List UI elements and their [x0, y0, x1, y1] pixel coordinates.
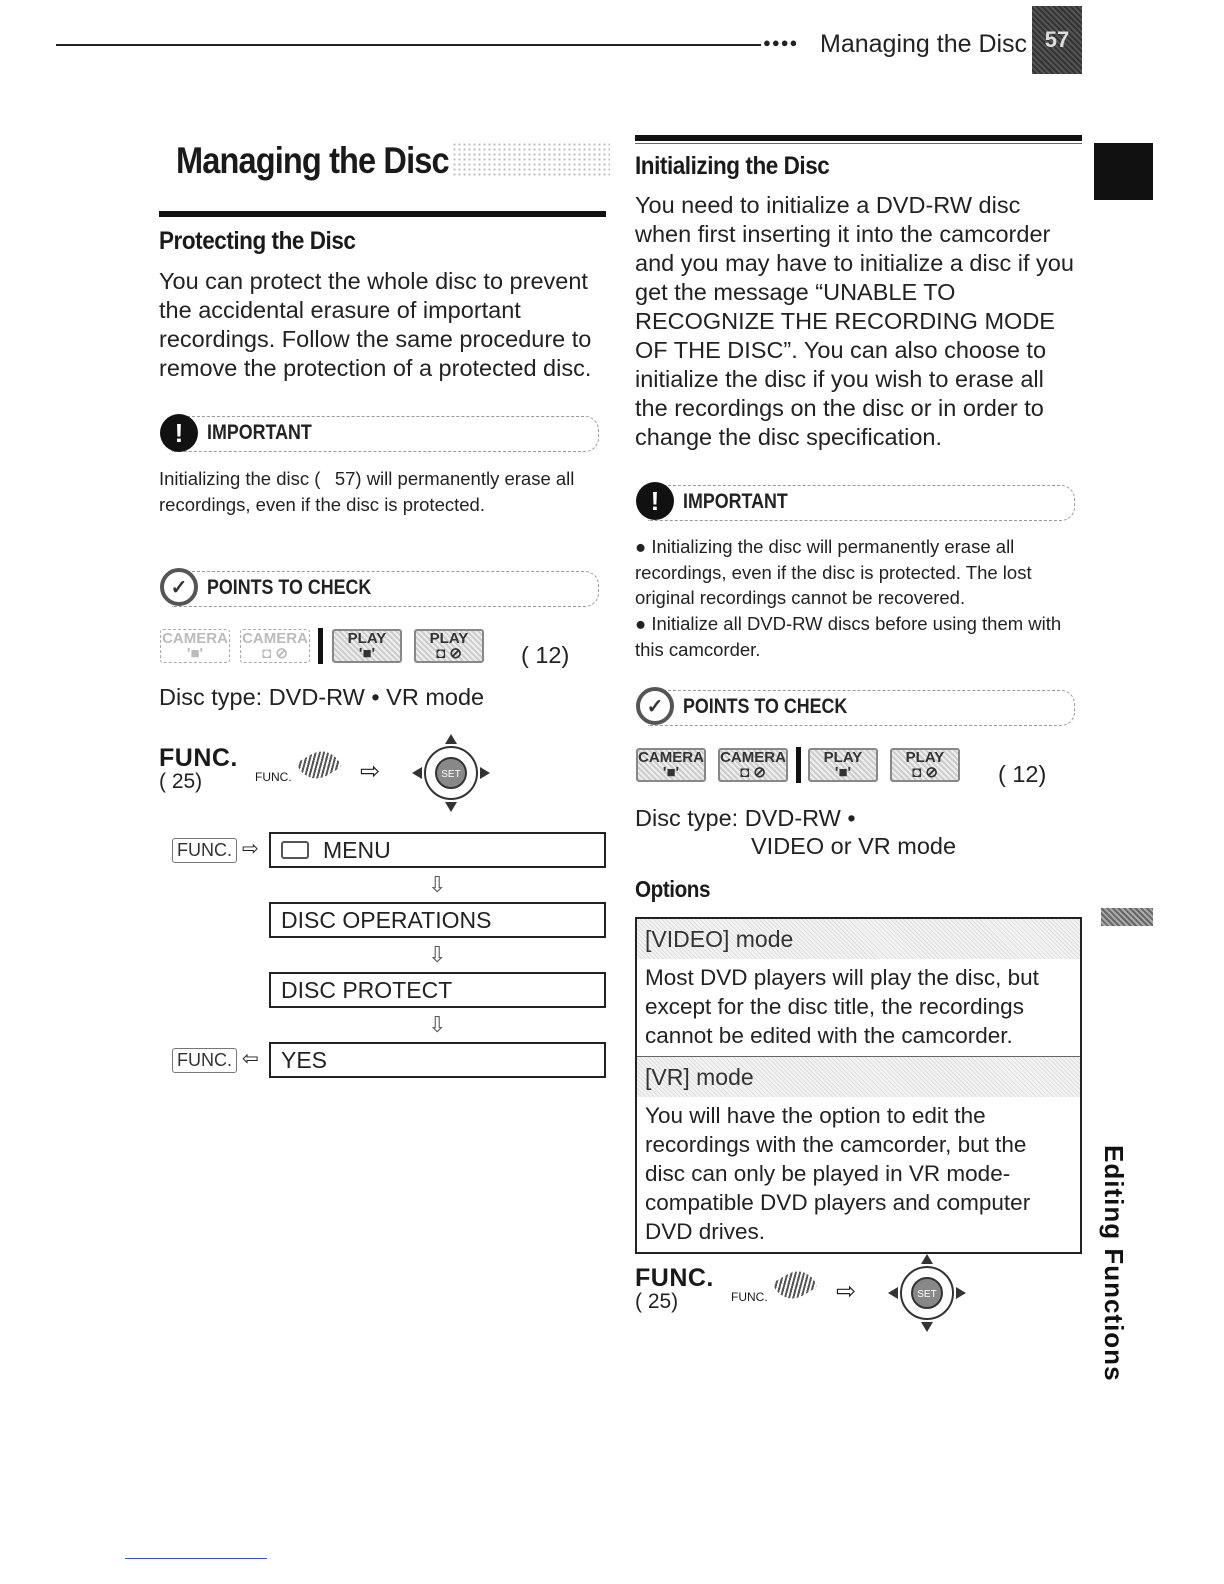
options-title: Options [635, 876, 711, 902]
side-marker-block [1094, 143, 1153, 200]
check-label: POINTS TO CHECK [683, 695, 848, 718]
disc-type-modes: VIDEO or VR mode [751, 833, 957, 859]
mode-camera-photo-icon: CAMERA ◘ ⊘ [240, 629, 310, 663]
heading-dot-pattern [452, 142, 610, 176]
footer-rule [125, 1558, 267, 1559]
func-label: FUNC. [635, 1264, 714, 1292]
mode-play-movie-icon: PLAY '■' [332, 629, 402, 663]
header-rule [56, 44, 761, 46]
important-text: Initializing the disc ( 57) will permanently erase all recordings, even if the disc is protected. [159, 468, 575, 515]
header-dots: ●●●● [763, 35, 799, 50]
page-number-tab: 57 [1032, 6, 1082, 74]
func-key-start: FUNC. [172, 838, 237, 863]
page-title: Managing the Disc [176, 140, 449, 181]
mode-camera-photo-icon: CAMERA ◘ ⊘ [718, 748, 788, 782]
down-arrow-icon: ⇩ [428, 872, 447, 897]
func-ref: ( 25) [159, 770, 203, 793]
mode-camera-movie-icon: CAMERA '■' [636, 748, 706, 782]
important-label: IMPORTANT [683, 490, 788, 513]
important-text-1: ● Initializing the disc will permanently erase all recordings, even if the disc is protected. The lost original recordings cannot be recovered. [635, 536, 1032, 608]
important-text-2: ● Initialize all DVD-RW discs before using them with this camcorder. [635, 613, 1062, 660]
option-vr-head: [VR] mode [637, 1056, 1080, 1097]
options-table [635, 917, 1082, 1254]
option-video-body: Most DVD players will play the disc, but except for the disc title, the recordings cannot be edited with the camcorder. [645, 965, 1039, 1048]
init-body: You need to initialize a DVD-RW disc when first inserting it into the camcorder and you may have to initialize a disc if you get the message “UNABLE TO RECOGNIZE THE RECORDING MODE OF THE DISC”. You can also choose to initialize the disc if you wish to erase all the recordings on the disc or in order to change the disc specification. [635, 192, 1074, 450]
checkmark-icon: ✓ [636, 687, 674, 725]
arrow-right-icon: ⇨ [836, 1278, 857, 1305]
func-key-end: FUNC. [172, 1048, 237, 1073]
func-button-icon [296, 744, 342, 786]
arrow-right-icon: ⇨ [360, 758, 381, 785]
section-rule-thin [635, 143, 1082, 144]
menu-step-menu: MENU [269, 832, 606, 868]
section-rule [635, 135, 1082, 141]
menu-step-yes: YES [269, 1042, 606, 1078]
func-button-text: FUNC. [255, 770, 292, 784]
mode-separator [796, 747, 801, 783]
arrow-left-icon: ⇦ [242, 1048, 259, 1070]
mode-play-photo-icon: PLAY ◘ ⊘ [890, 748, 960, 782]
check-label: POINTS TO CHECK [207, 576, 372, 599]
option-video-head: [VIDEO] mode [637, 919, 1080, 959]
arrow-right-icon: ⇨ [242, 838, 259, 860]
protect-section-title: Protecting the Disc [159, 227, 356, 255]
protect-body: You can protect the whole disc to prevent the accidental erasure of important recordings. Follow the same procedure to remove the protection of a protected disc. [159, 268, 592, 381]
option-vr-body: You will have the option to edit the recordings with the camcorder, but the disc can only be played in VR mode-compatible DVD players and computer DVD drives. [645, 1103, 1031, 1244]
checkmark-icon: ✓ [160, 568, 198, 606]
side-strip [1101, 908, 1153, 926]
svg-text:SET: SET [917, 1289, 937, 1300]
important-label: IMPORTANT [207, 421, 312, 444]
disc-type: Disc type: DVD-RW • [635, 805, 856, 831]
func-ref: ( 25) [635, 1290, 679, 1313]
side-section-label: Editing Functions [1099, 1145, 1129, 1382]
mode-play-photo-icon: PLAY ◘ ⊘ [414, 629, 484, 663]
section-rule [159, 211, 606, 217]
exclamation-icon: ! [636, 482, 674, 520]
func-label: FUNC. [159, 744, 238, 772]
header-title: Managing the Disc [820, 30, 1028, 58]
menu-icon [281, 841, 309, 859]
disc-type: Disc type: DVD-RW • VR mode [159, 684, 485, 710]
init-section-title: Initializing the Disc [635, 152, 830, 180]
svg-text:SET: SET [441, 769, 461, 780]
exclamation-icon: ! [160, 414, 198, 452]
mode-play-movie-icon: PLAY '■' [808, 748, 878, 782]
menu-step-disc-operations: DISC OPERATIONS [269, 902, 606, 938]
mode-camera-movie-icon: CAMERA '■' [160, 629, 230, 663]
joystick-icon [408, 730, 494, 816]
down-arrow-icon: ⇩ [428, 1012, 447, 1037]
joystick-icon [884, 1250, 970, 1336]
func-button-text: FUNC. [731, 1290, 768, 1304]
page-ref: ( 12) [998, 761, 1047, 787]
page-ref: ( 12) [521, 642, 570, 668]
func-button-icon [772, 1264, 818, 1306]
down-arrow-icon: ⇩ [428, 942, 447, 967]
menu-step-disc-protect: DISC PROTECT [269, 972, 606, 1008]
mode-separator [318, 628, 323, 664]
